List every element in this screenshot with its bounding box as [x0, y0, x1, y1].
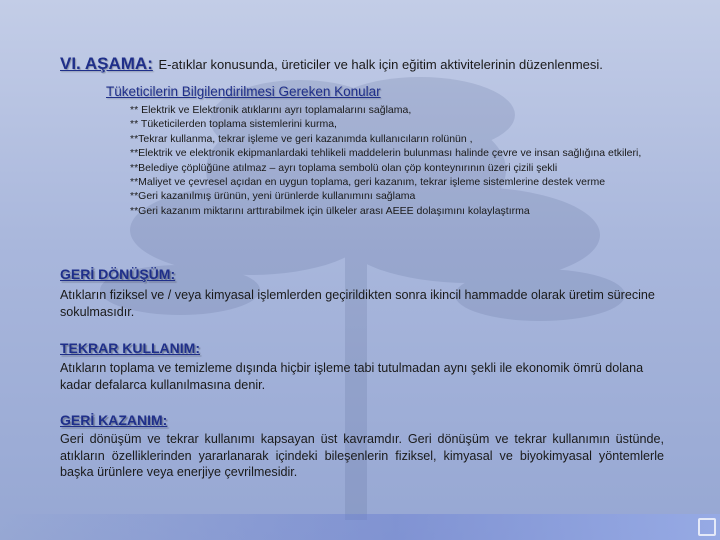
recovery-definition: Geri dönüşüm ve tekrar kullanımı kapsayan üst kavramdır. Geri dönüşüm ve tekrar kullanımın üstünde, atıkların özelliklerinden yararlanarak içindeki bileşenlerin fiziksel, kimyasal ve biyokimyasal yöntemlerle başka ürünlere veya enerjiye çevrilmesidir.: [60, 432, 664, 479]
list-item: **Geri kazanım miktarını arttırabilmek için ülkeler arası AEEE dolaşımını kolaylaştırma: [130, 204, 530, 217]
list-item: ** Tüketicilerden toplama sistemlerini kurma,: [130, 118, 337, 131]
consumer-topics-heading: Tüketicilerin Bilgilendirilmesi Gereken Konular: [106, 84, 381, 99]
reuse-definition: Atıkların toplama ve temizleme dışında hiçbir işleme tabi tutulmadan aynı şekli ile ekonomik ömrü dolana kadar defalarca kullanılmasına denir.: [60, 361, 644, 392]
corner-square-icon: [698, 518, 716, 536]
list-item: **Elektrik ve elektronik ekipmanlardaki tehlikeli maddelerin bulunması halinde çevre ve insan sağlığına etkileri,: [130, 147, 642, 160]
list-item: **Geri kazanılmış ürünün, yeni ürünlerde kullanımını sağlama: [130, 190, 416, 203]
list-item: **Belediye çöplüğüne atılmaz – ayrı toplama sembolü olan çöp konteynırının üzeri çizili şekli: [130, 161, 558, 174]
reuse-heading: TEKRAR KULLANIM:: [60, 340, 200, 356]
recycling-heading: GERİ DÖNÜŞÜM:: [60, 266, 176, 282]
list-item: **Maliyet ve çevresel açıdan en uygun toplama, geri kazanım, tekrar işleme sistemlerine destek verme: [130, 176, 606, 189]
stage-six: [60, 56, 710, 73]
recovery-heading: GERİ KAZANIM:: [60, 412, 168, 428]
stage-title: VI. AŞAMA:: [60, 54, 153, 73]
list-item: ** Elektrik ve Elektronik atıklarını ayrı toplamalarını sağlama,: [130, 104, 412, 116]
recycling-definition: Atıkların fiziksel ve / veya kimyasal işlemlerden geçirildikten sonra ikincil hammadde olarak üretim sürecine sokulmasıdır.: [60, 288, 655, 319]
footer-band: [0, 514, 720, 540]
stage-description: E-atıklar konusunda, üreticiler ve halk için eğitim aktivitelerinin düzenlenmesi.: [158, 57, 603, 72]
consumer-topics-list: [130, 103, 650, 218]
list-item: **Tekrar kullanma, tekrar işleme ve geri kazanımda kullanıcıların rolünün ,: [130, 132, 473, 145]
